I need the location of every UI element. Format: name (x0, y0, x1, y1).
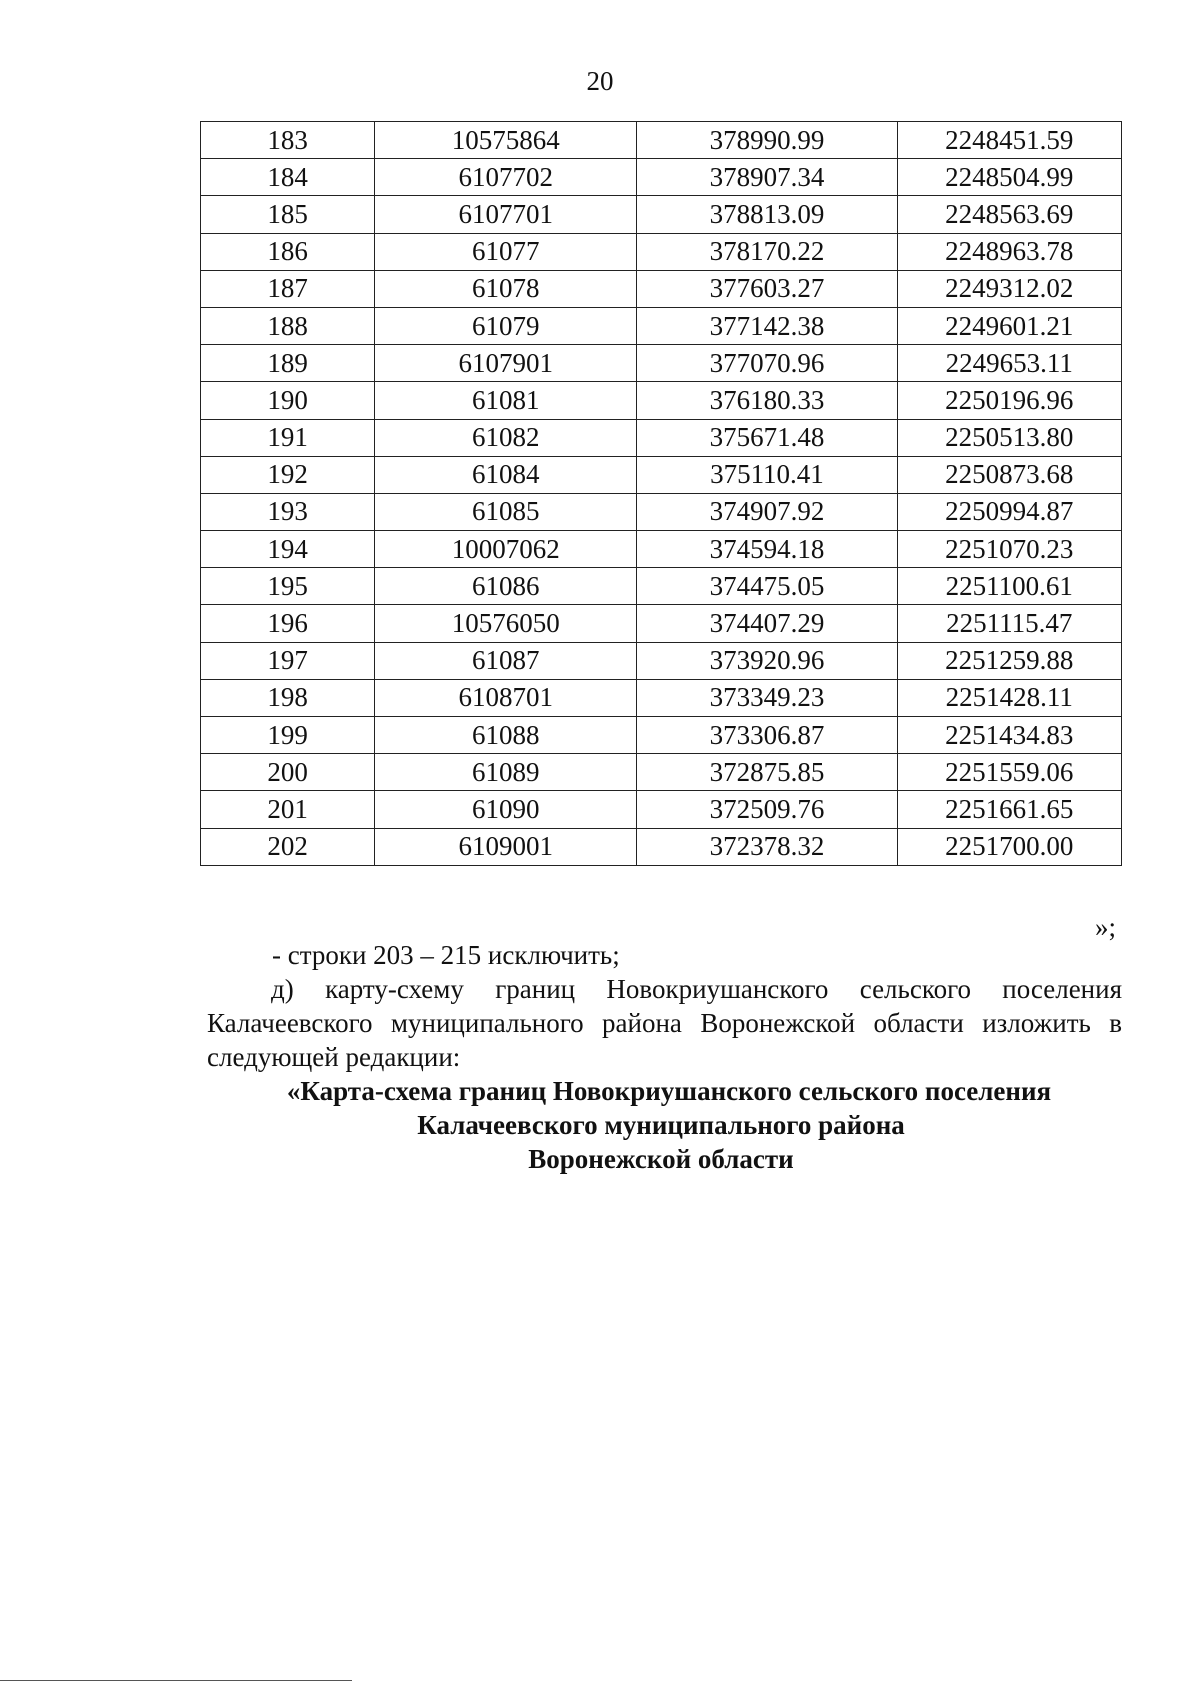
x-coordinate-cell: 372509.76 (637, 791, 897, 828)
point-id-cell: 6107901 (375, 345, 637, 382)
point-id-cell: 6107702 (375, 159, 637, 196)
x-coordinate-cell: 377142.38 (637, 307, 897, 344)
y-coordinate-cell: 2249601.21 (897, 307, 1121, 344)
footer-divider (0, 1680, 352, 1681)
closing-quote: »; (1094, 912, 1116, 942)
x-coordinate-cell: 373306.87 (637, 717, 897, 754)
table-row (201, 233, 1122, 270)
x-coordinate-cell: 374475.05 (637, 568, 897, 605)
y-coordinate-cell: 2251115.47 (897, 605, 1121, 642)
x-coordinate-cell: 374594.18 (637, 531, 897, 568)
x-coordinate-cell: 374907.92 (637, 493, 897, 530)
x-coordinate-cell: 372875.85 (637, 754, 897, 791)
paragraph-map-instruction: д) карту-схему границ Новокриушанского сельского поселения Калачеевского муниципального района Воронежской области изложить в следующей редакции: (207, 974, 1122, 1072)
y-coordinate-cell: 2251428.11 (897, 679, 1121, 716)
map-heading (200, 1074, 1122, 1176)
point-id-cell: 61082 (375, 419, 637, 456)
table-row (201, 419, 1122, 456)
point-id-cell: 61090 (375, 791, 637, 828)
y-coordinate-cell: 2248563.69 (897, 196, 1121, 233)
table-row (201, 196, 1122, 233)
table-row (201, 791, 1122, 828)
y-coordinate-cell: 2251100.61 (897, 568, 1121, 605)
x-coordinate-cell: 377603.27 (637, 270, 897, 307)
table-row (201, 605, 1122, 642)
point-id-cell: 6108701 (375, 679, 637, 716)
x-coordinate-cell: 373349.23 (637, 679, 897, 716)
point-id-cell: 61081 (375, 382, 637, 419)
point-number-cell: 190 (201, 382, 375, 419)
table-row (201, 679, 1122, 716)
point-id-cell: 61088 (375, 717, 637, 754)
x-coordinate-cell: 375110.41 (637, 456, 897, 493)
point-id-cell: 61079 (375, 307, 637, 344)
table-row (201, 493, 1122, 530)
y-coordinate-cell: 2250196.96 (897, 382, 1121, 419)
map-heading-line-1: «Карта-схема границ Новокриушанского сельского поселения (286, 1076, 1052, 1106)
point-number-cell: 185 (201, 196, 375, 233)
point-number-cell: 194 (201, 531, 375, 568)
table-row (201, 345, 1122, 382)
y-coordinate-cell: 2250513.80 (897, 419, 1121, 456)
point-number-cell: 192 (201, 456, 375, 493)
table-row (201, 531, 1122, 568)
table-row (201, 717, 1122, 754)
y-coordinate-cell: 2251700.00 (897, 828, 1121, 865)
point-id-cell: 61077 (375, 233, 637, 270)
map-heading-line-3: Воронежской области (528, 1144, 794, 1174)
y-coordinate-cell: 2248963.78 (897, 233, 1121, 270)
table-row (201, 307, 1122, 344)
y-coordinate-cell: 2250873.68 (897, 456, 1121, 493)
point-number-cell: 188 (201, 307, 375, 344)
point-number-cell: 189 (201, 345, 375, 382)
point-number-cell: 200 (201, 754, 375, 791)
coordinates-table-body (201, 122, 1122, 866)
table-row (201, 642, 1122, 679)
point-number-cell: 195 (201, 568, 375, 605)
page-number: 20 (586, 66, 614, 96)
point-number-cell: 196 (201, 605, 375, 642)
x-coordinate-cell: 378170.22 (637, 233, 897, 270)
point-id-cell: 61086 (375, 568, 637, 605)
x-coordinate-cell: 372378.32 (637, 828, 897, 865)
y-coordinate-cell: 2251259.88 (897, 642, 1121, 679)
point-id-cell: 61078 (375, 270, 637, 307)
table-row (201, 122, 1122, 159)
x-coordinate-cell: 374407.29 (637, 605, 897, 642)
map-heading-line-2: Калачеевского муниципального района (417, 1110, 905, 1140)
y-coordinate-cell: 2249312.02 (897, 270, 1121, 307)
table-row (201, 456, 1122, 493)
y-coordinate-cell: 2249653.11 (897, 345, 1121, 382)
point-number-cell: 198 (201, 679, 375, 716)
y-coordinate-cell: 2251559.06 (897, 754, 1121, 791)
x-coordinate-cell: 378907.34 (637, 159, 897, 196)
point-number-cell: 184 (201, 159, 375, 196)
y-coordinate-cell: 2250994.87 (897, 493, 1121, 530)
point-id-cell: 61085 (375, 493, 637, 530)
point-id-cell: 10576050 (375, 605, 637, 642)
point-number-cell: 186 (201, 233, 375, 270)
coordinates-table (200, 121, 1122, 866)
x-coordinate-cell: 376180.33 (637, 382, 897, 419)
point-number-cell: 197 (201, 642, 375, 679)
point-number-cell: 183 (201, 122, 375, 159)
y-coordinate-cell: 2251434.83 (897, 717, 1121, 754)
point-number-cell: 193 (201, 493, 375, 530)
paragraph-exclude-rows: - строки 203 – 215 исключить; (272, 940, 620, 970)
y-coordinate-cell: 2248451.59 (897, 122, 1121, 159)
point-id-cell: 10007062 (375, 531, 637, 568)
point-id-cell: 61089 (375, 754, 637, 791)
point-id-cell: 61084 (375, 456, 637, 493)
point-number-cell: 202 (201, 828, 375, 865)
table-row (201, 828, 1122, 865)
point-number-cell: 187 (201, 270, 375, 307)
table-row (201, 754, 1122, 791)
point-number-cell: 201 (201, 791, 375, 828)
y-coordinate-cell: 2251070.23 (897, 531, 1121, 568)
table-row (201, 270, 1122, 307)
point-id-cell: 61087 (375, 642, 637, 679)
x-coordinate-cell: 373920.96 (637, 642, 897, 679)
x-coordinate-cell: 378990.99 (637, 122, 897, 159)
table-row (201, 382, 1122, 419)
table-row (201, 568, 1122, 605)
x-coordinate-cell: 377070.96 (637, 345, 897, 382)
point-id-cell: 6109001 (375, 828, 637, 865)
point-id-cell: 10575864 (375, 122, 637, 159)
point-id-cell: 6107701 (375, 196, 637, 233)
x-coordinate-cell: 378813.09 (637, 196, 897, 233)
point-number-cell: 191 (201, 419, 375, 456)
y-coordinate-cell: 2251661.65 (897, 791, 1121, 828)
point-number-cell: 199 (201, 717, 375, 754)
table-row (201, 159, 1122, 196)
y-coordinate-cell: 2248504.99 (897, 159, 1121, 196)
x-coordinate-cell: 375671.48 (637, 419, 897, 456)
